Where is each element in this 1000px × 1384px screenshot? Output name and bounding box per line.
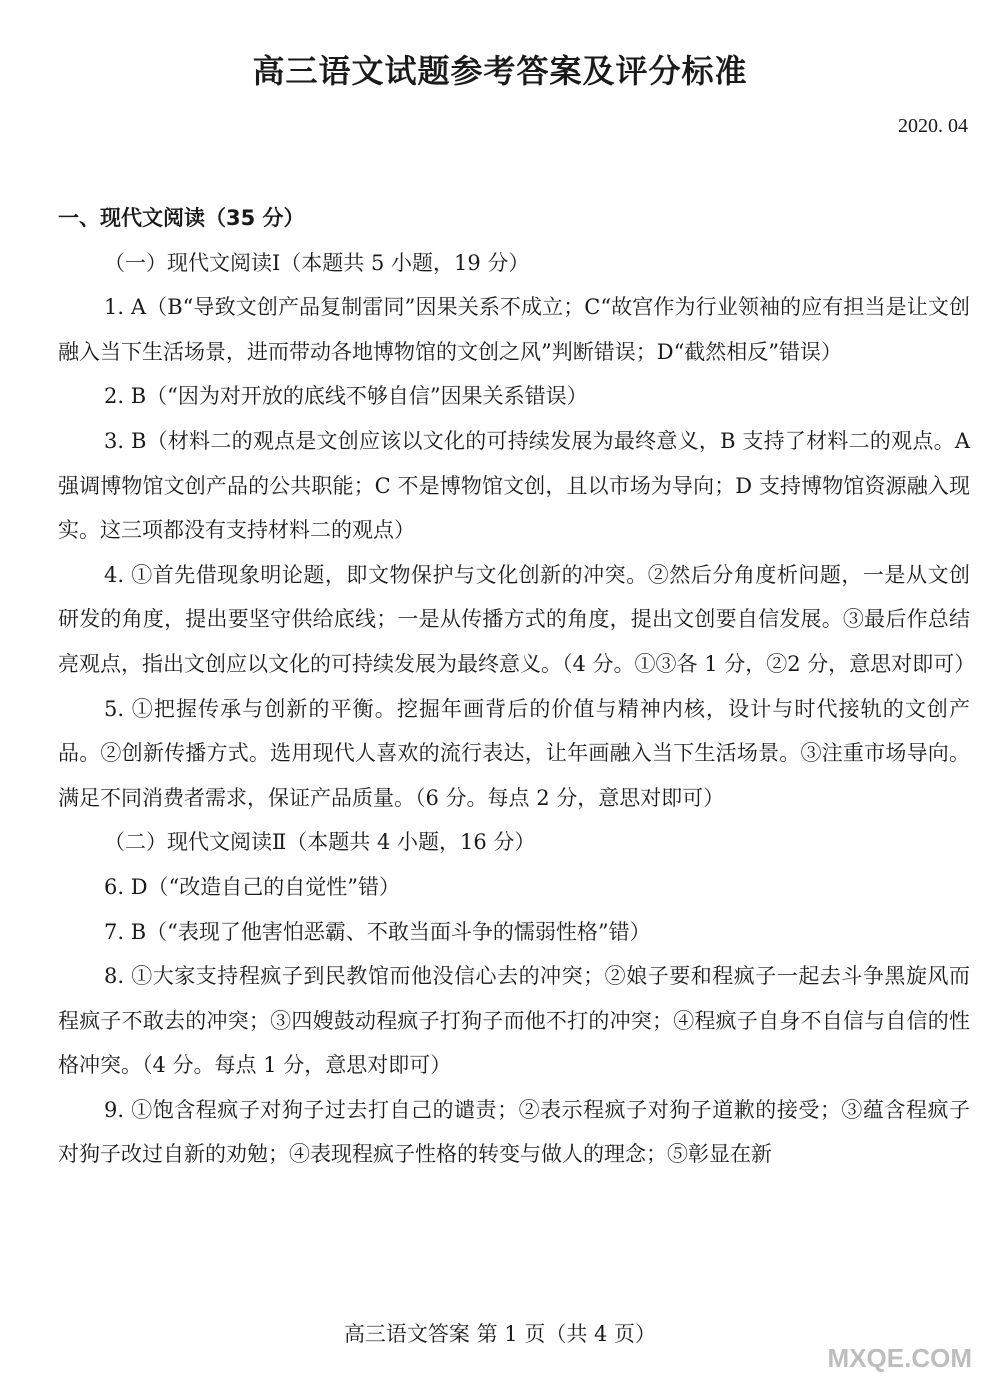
watermark-logo xyxy=(782,1294,982,1374)
document-date: 2020. 04 xyxy=(898,115,968,137)
subsection-heading: （一）现代文阅读Ⅰ（本题共 5 小题，19 分） xyxy=(104,250,530,275)
answer-item: 6. D（“改造自己的自觉性”错） xyxy=(104,874,401,899)
answer-item: 4. ①首先借现象明论题，即文物保护与文化创新的冲突。②然后分角度析问题，一是从文创研发的角度，提出要坚守供给底线；一是从传播方式的角度，提出文创要自信发展。③最后作总结亮观点，指出文创应以文化的可持续发展为最终意义。（4 分。①③各 1 分，②2 分，意思对即可） xyxy=(58,562,976,676)
subsection-heading: （二）现代文阅读Ⅱ（本题共 4 小题，16 分） xyxy=(104,830,536,855)
answer-item: 2. B（“因为对开放的底线不够自信”因果关系错误） xyxy=(104,384,588,409)
answer-item: 5. ①把握传承与创新的平衡。挖掘年画背后的价值与精神内核，设计与时代接轨的文创产品。②创新传播方式。选用现代人喜欢的流行表达，让年画融入当下生活场景。③注重市场导向。满足不同消费者需求，保证产品质量。（6 分。每点 2 分，意思对即可） xyxy=(58,696,970,810)
answer-item: 9. ①饱含程疯子对狗子过去打自己的谴责；②表示程疯子对狗子道歉的接受；③蕴含程疯子对狗子改过自新的劝勉；④表现程疯子性格的转变与做人的理念；⑤彰显在新 xyxy=(58,1097,970,1167)
watermark-text: MXQE.COM xyxy=(827,1343,972,1373)
answer-item: 3. B（材料二的观点是文创应该以文化的可持续发展为最终意义，B 支持了材料二的观点。A 强调博物馆文创产品的公共职能；C 不是博物馆文创，且以市场为导向；D 支持博物馆资源融入现实。这三项都没有支持材料二的观点） xyxy=(58,428,970,543)
answer-item: 8. ①大家支持程疯子到民教馆而他没信心去的冲突；②娘子要和程疯子一起去斗争黑旋风而程疯子不敢去的冲突；③四嫂鼓动程疯子打狗子而他不打的冲突；④程疯子自身不自信与自信的性格冲突。（4 分。每点 1 分，意思对即可） xyxy=(58,964,970,1078)
section-heading: 一、现代文阅读（35 分） xyxy=(58,206,305,230)
answer-body xyxy=(58,196,976,1177)
answer-item: 7. B（“表现了他害怕恶霸、不敢当面斗争的懦弱性格”错） xyxy=(104,919,651,944)
answer-item: 1. A（B“导致文创产品复制雷同”因果关系不成立；C“故宫作为行业领袖的应有担当是让文创融入当下生活场景，进而带动各地博物馆的文创之风”判断错误；D“截然相反”错误） xyxy=(58,295,970,364)
page-footer: 高三语文答案 第 1 页（共 4 页） xyxy=(343,1322,657,1346)
document-title: 高三语文试题参考答案及评分标准 xyxy=(252,52,748,90)
